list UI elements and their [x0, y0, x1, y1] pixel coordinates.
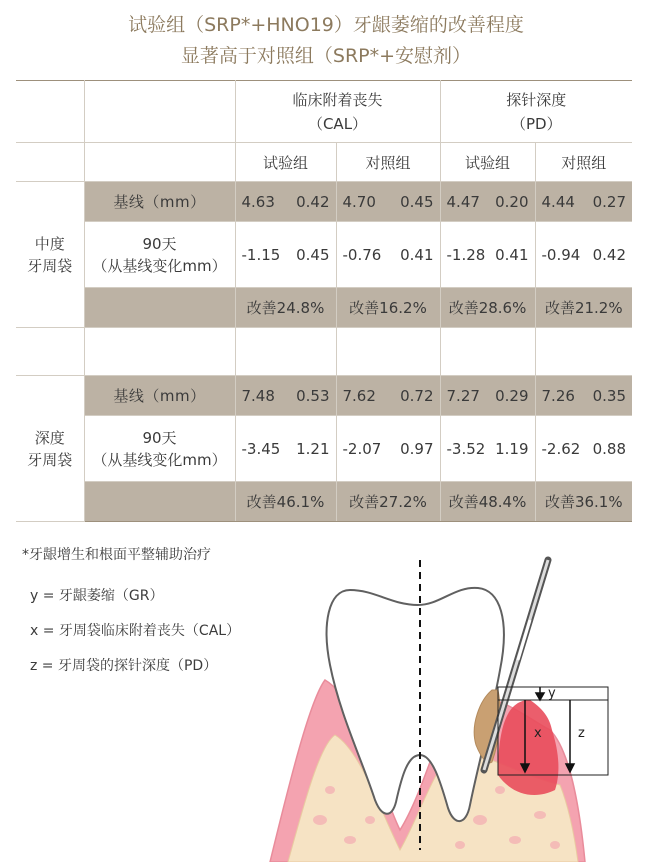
header-row-arms [16, 143, 632, 182]
header-cal-control: 对照组 [336, 143, 440, 182]
label-x: x [534, 726, 542, 741]
table-row-deep-day90: 90天 （从基线变化mm） -3.45 1.21 -2.07 0.97 -3.52 1.19 -2.62 0.88 [16, 416, 632, 482]
table-row-moderate-day90: 90天 （从基线变化mm） -1.15 0.45 -0.76 0.41 -1.28 0.41 -0.94 0.42 [16, 222, 632, 288]
row-label-day90: 90天 （从基线变化mm） [84, 416, 235, 482]
results-table [16, 80, 632, 522]
header-cal: 临床附着丧失 （CAL） [235, 81, 440, 143]
header-pd: 探针深度 （PD） [440, 81, 632, 143]
table-row-moderate-baseline: 中度 牙周袋 基线（mm） 4.63 0.42 4.70 0.45 4.47 0.20 4.44 0.27 [16, 182, 632, 222]
legend-y: y = 牙龈萎缩（GR） [30, 588, 164, 604]
table-row-deep-improve [16, 482, 632, 522]
improve-cell: 改善36.1% [535, 482, 632, 522]
footnote: *牙龈增生和根面平整辅助治疗 [22, 547, 211, 563]
label-y: y [548, 686, 556, 701]
group-label-moderate: 中度 牙周袋 [16, 182, 84, 328]
improve-cell: 改善21.2% [535, 288, 632, 328]
improve-cell: 改善24.8% [235, 288, 336, 328]
header-pd-test: 试验组 [440, 143, 535, 182]
table-row-moderate-improve [16, 288, 632, 328]
legend-x: x = 牙周袋临床附着丧失（CAL） [30, 623, 241, 639]
row-label-baseline: 基线（mm） [84, 182, 235, 222]
improve-cell: 改善28.6% [440, 288, 535, 328]
table-row-deep-baseline: 深度 牙周袋 基线（mm） 7.48 0.53 7.62 0.72 7.27 0.29 7.26 0.35 [16, 376, 632, 416]
header-pd-control: 对照组 [535, 143, 632, 182]
label-z: z [578, 726, 585, 741]
improve-cell: 改善27.2% [336, 482, 440, 522]
improve-cell: 改善46.1% [235, 482, 336, 522]
title-line-1: 试验组（SRP*+HNO19）牙龈萎缩的改善程度 [128, 14, 524, 36]
header-cal-test: 试验组 [235, 143, 336, 182]
improve-cell: 改善48.4% [440, 482, 535, 522]
title-line-2: 显著高于对照组（SRP*+安慰剂） [180, 45, 472, 67]
page-title [0, 10, 652, 72]
row-label-baseline: 基线（mm） [84, 376, 235, 416]
group-label-deep: 深度 牙周袋 [16, 376, 84, 522]
header-row-metrics [16, 81, 632, 143]
row-label-day90: 90天 （从基线变化mm） [84, 222, 235, 288]
legend-z: z = 牙周袋的探针深度（PD） [30, 658, 218, 674]
improve-cell: 改善16.2% [336, 288, 440, 328]
tooth-diagram [230, 550, 630, 862]
table-row-spacer [16, 328, 632, 376]
